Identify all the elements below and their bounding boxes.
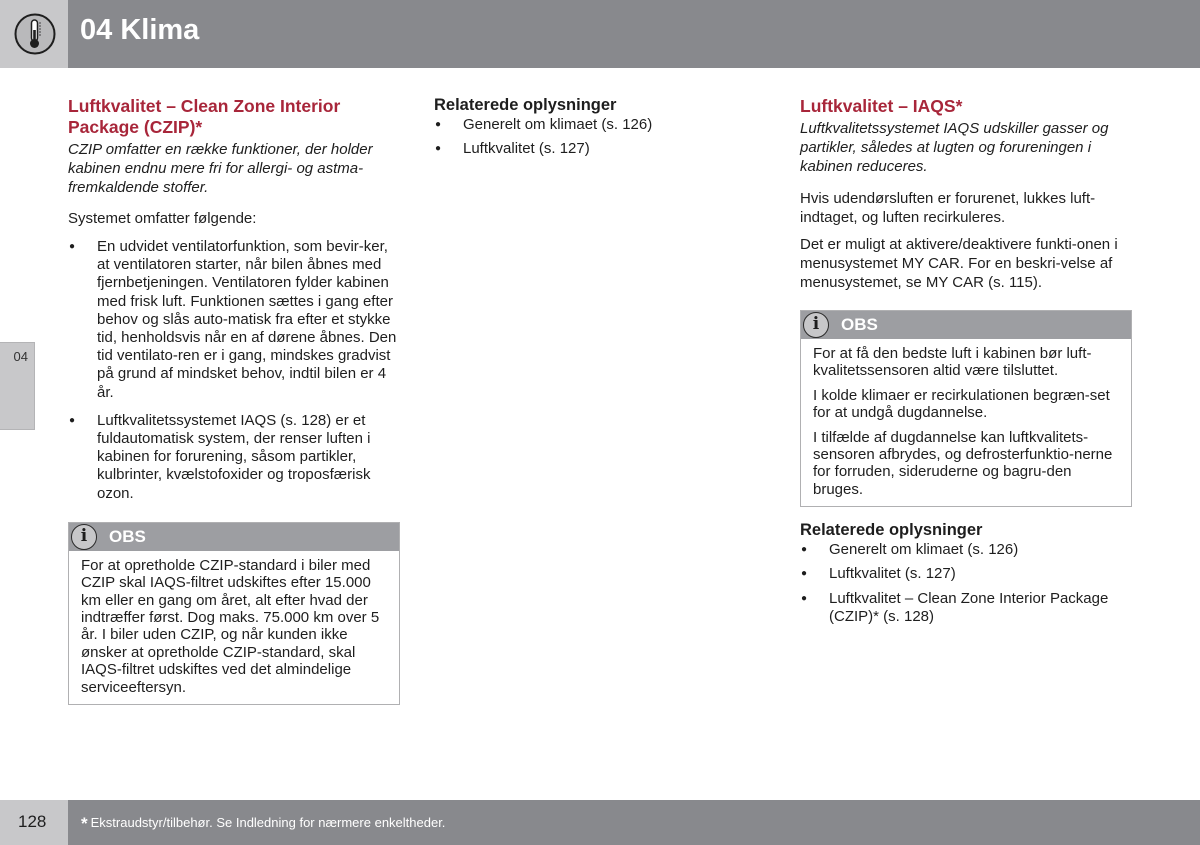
note-paragraph: I kolde klimaer er recirkulationen begræn-set for at undgå dugdannelse. (813, 386, 1110, 422)
info-icon: i (803, 312, 829, 338)
note-paragraph: For at få den bedste luft i kabinen bør luft-kvalitetssensoren altid være tilsluttet. (813, 345, 1092, 380)
section-intro: Systemet omfatter følgende: (68, 210, 257, 227)
feature-list (68, 238, 400, 503)
footnote (81, 814, 445, 834)
note-header (801, 311, 1131, 339)
related-list (434, 116, 734, 158)
list-item: ● En udvidet ventilatorfunktion, som bevir-ker, at ventilatoren starter, når bilen åbnes med fjernbetjeningen. Ventilatoren fylder kabinen med frisk luft. Funktionen sættes i gang efter behov og slås auto-matisk fra efter et stykke tid, henholdsvis når en af dørene åbnes. Den tid ventilato-ren er i gang, mindskes gradvist på grund af mindsket behov, indtil bilen er 4 år. (68, 238, 400, 402)
related-link[interactable]: ● Luftkvalitet (s. 127) (800, 565, 1132, 583)
section-lead-czip: CZIP omfatter en række funktioner, der holder kabinen endnu mere fri for allergi- og astma-fremkaldende stoffer. (68, 141, 373, 196)
side-tab-label: 04 (13, 349, 28, 364)
note-header (69, 523, 399, 551)
section-paragraph: Hvis udendørsluften er forurenet, lukkes luft-indtaget, og luften recirkuleres. (800, 190, 1096, 226)
thermometer-icon (14, 13, 56, 55)
info-icon: i (71, 524, 97, 550)
related-link[interactable]: ● Luftkvalitet – Clean Zone Interior Package (CZIP)* (s. 128) (800, 590, 1132, 626)
chapter-header (68, 0, 1200, 68)
note-box-iaqs (800, 310, 1132, 507)
footer-bar (68, 800, 1200, 845)
section-heading-iaqs: Luftkvalitet – IAQS* (800, 96, 963, 116)
chapter-icon-panel (0, 0, 68, 68)
related-heading: Relaterede oplysninger (434, 96, 617, 114)
column-czip (68, 96, 400, 705)
list-item: ● Luftkvalitetssystemet IAQS (s. 128) er et fuldautomatisk system, der renser luften i kabinen for forurening, såsom partikler, kulbrinter, kvælstofoxider og troposfærisk ozon. (68, 412, 400, 503)
column-related-czip (434, 96, 734, 158)
chapter-side-tab (0, 342, 35, 430)
note-title: OBS (109, 526, 146, 546)
chapter-title: 04 Klima (80, 14, 200, 46)
related-list (800, 541, 1132, 626)
note-box-czip (68, 522, 400, 705)
note-paragraph: I tilfælde af dugdannelse kan luftkvalitets-sensoren afbrydes, og defrosterfunktio-nerne for forruden, sideruderne og bagru-den bruges. (813, 428, 1113, 498)
note-title: OBS (841, 315, 878, 334)
footnote-asterisk: * (81, 814, 88, 833)
note-paragraph: For at opretholde CZIP-standard i biler med CZIP skal IAQS-filtret udskiftes efter 15.000 km eller en gang om året, alt efter hvad der indtræffer først. Dog maks. 75.000 km over 5 år. I biler uden CZIP, og når kunden ikke ønsker at opretholde CZIP-standard, skal IAQS-filtret udskiftes ved det almindelige serviceeftersyn. (81, 556, 380, 696)
section-lead-iaqs: Luftkvalitetssystemet IAQS udskiller gasser og partikler, således at lugten og forureningen i kabinen reduceres. (800, 120, 1109, 175)
section-heading-czip: Luftkvalitet – Clean Zone Interior Package (CZIP)* (68, 96, 341, 137)
related-heading: Relaterede oplysninger (800, 521, 983, 540)
note-body (69, 551, 399, 704)
related-link[interactable]: ● Luftkvalitet (s. 127) (434, 140, 734, 158)
note-body (801, 339, 1131, 506)
column-iaqs (800, 96, 1132, 626)
related-link[interactable]: ● Generelt om klimaet (s. 126) (800, 541, 1132, 559)
page-number: 128 (18, 812, 47, 831)
section-paragraph: Det er muligt at aktivere/deaktivere funkti-onen i menusystemet MY CAR. For en beskri-velse af menusystemet, se MY CAR (s. 115). (800, 236, 1118, 291)
page-number-panel (0, 800, 68, 845)
footnote-text: Ekstraudstyr/tilbehør. Se Indledning for nærmere enkeltheder. (90, 815, 446, 830)
related-link[interactable]: ● Generelt om klimaet (s. 126) (434, 116, 734, 134)
